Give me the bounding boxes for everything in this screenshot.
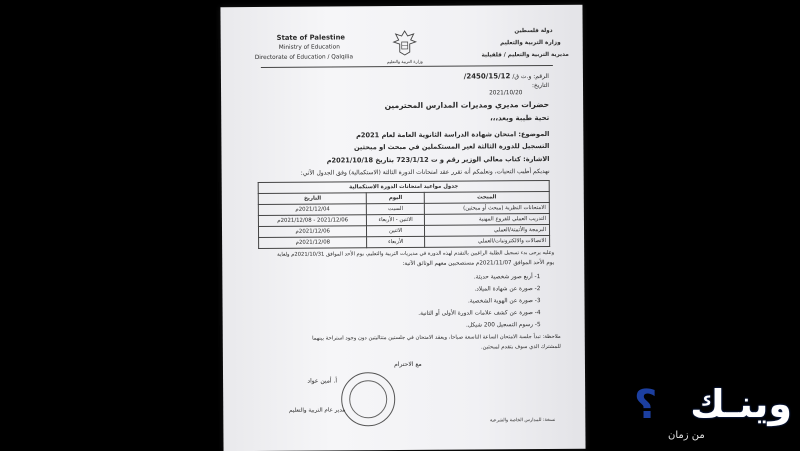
doc-item: 2- صورة عن شهادة الميلاد. — [474, 287, 540, 293]
table-cell: 2021/12/04م — [258, 204, 367, 216]
table-cell: الاتصالات والالكترونيات/العملي — [425, 235, 550, 247]
table-cell: السبت — [367, 203, 425, 214]
signer-name: أ. أمين عواد — [307, 378, 337, 384]
watermark-brand: وينـك — [690, 382, 792, 426]
emblem-caption: وزارة التربية والتعليم — [381, 60, 429, 65]
watermark-question-icon: ؟ — [634, 382, 657, 428]
table-cell: 2021/12/06 - 2021/12/08م — [258, 215, 367, 227]
header-en-state: State of Palestine — [277, 34, 345, 41]
subject-line-2: التسجيل للدورة الثالثة لغير المستكملين في مبحث او مبحثين — [354, 143, 550, 151]
table-cell: الامتحانات النظرية (مبحث أو مبحثين) — [424, 202, 549, 214]
header-ar-directorate: مديرية التربية والتعليم / قلقيلية — [482, 53, 569, 59]
salutation: حضرات مديري ومديرات المدارس المحترمين — [385, 101, 550, 110]
ref-label: الرقم: و.ت ق/ — [512, 73, 549, 80]
subject-line: الموضوع: امتحان شهادة الدراسة الثانوية العامة لعام 2021م — [356, 131, 549, 139]
doc-item: 1- أربع صور شخصية حديثة. — [474, 275, 540, 281]
reference-line: الاشارة: كتاب معالي الوزير رقم و ت 723/1/12 بتاريخ 2021/10/18م — [327, 156, 550, 164]
exam-schedule-table — [258, 180, 550, 249]
header-divider — [261, 65, 553, 68]
doc-item: 3- صورة عن الهوية الشخصية. — [468, 299, 541, 305]
ref-number: 2450/15/12/ — [464, 72, 511, 80]
table-cell: 2021/12/08م — [259, 237, 368, 249]
table-cell: البرمجة والأتمتة/العملي — [424, 224, 549, 236]
registration-line-1: وعليه يرجى بدء تسجيل الطلبة الراغبين بالتقدم لهذه الدورة في مديريات التربية والتعليم، يوم الأحد الموافق 2021/10/31م ولغاية — [277, 251, 554, 258]
table-cell: الاثنين - الأربعاء — [367, 214, 425, 225]
remark-line-1: ملاحظة: تبدأ جلسة الامتحان الساعة التاسعة صباحا، ويعقد الامتحان في جلستين متتاليتين دون وجود استراحة بينهما — [312, 335, 561, 342]
header-en-directorate: Directorate of Education / Qalqilia — [255, 55, 353, 61]
date-label: التاريخ: — [532, 84, 549, 90]
doc-item: 5- رسوم التسجيل 200 شيكل. — [466, 323, 541, 329]
table-cell: الاثنين — [367, 225, 425, 236]
document-page — [220, 5, 585, 451]
table-cell: الأربعاء — [367, 236, 425, 247]
signer-title: مدير عام التربية والتعليم — [289, 408, 345, 414]
date-value: 2021/10/20 — [489, 91, 522, 97]
header-ar-ministry: وزارة التربية والتعليم — [500, 41, 561, 47]
remark-line-2: للمشترك الذي سوف يتقدم لمبحثين. — [481, 345, 561, 351]
registration-line-2: يوم الأحد الموافق 2021/11/07م مستصحبين معهم الوثائق الآتية: — [402, 261, 554, 268]
ref-line — [464, 73, 549, 81]
table-cell: 2021/12/06م — [258, 226, 367, 238]
header-en-ministry: Ministry of Education — [279, 45, 340, 51]
table-header-date: التاريخ — [258, 193, 367, 205]
header-ar-state: دولة فلسطين — [514, 29, 552, 35]
cc-line: نسخة: للمدارس الخاصة والشرعية — [490, 419, 555, 424]
table-cell: التدريب العملي للفروع المهنية — [424, 213, 549, 225]
intro-line: نهديكم أطيب التحيات، ونعلمكم أنه تقرر عقد امتحانات الدورة الثالثة (الاستكمالية) وفق الجدول الآتي: — [301, 169, 550, 177]
watermark-sub: من زمان — [668, 430, 705, 441]
table-row — [259, 235, 550, 248]
table-caption: جدول مواعيد امتحانات الدورة الاستكمالية — [258, 180, 549, 193]
eagle-emblem-icon — [392, 28, 418, 58]
table-header-subject: المبحث — [424, 191, 549, 203]
doc-item: 4- صورة عن كشف علامات الدورة الأولى أو الثانية. — [418, 311, 540, 318]
greeting: تحية طيبة وبعد،،، — [490, 115, 549, 122]
table-header-day: اليوم — [367, 192, 425, 203]
regards: مع الاحترام — [373, 362, 443, 368]
official-stamp — [341, 372, 395, 426]
